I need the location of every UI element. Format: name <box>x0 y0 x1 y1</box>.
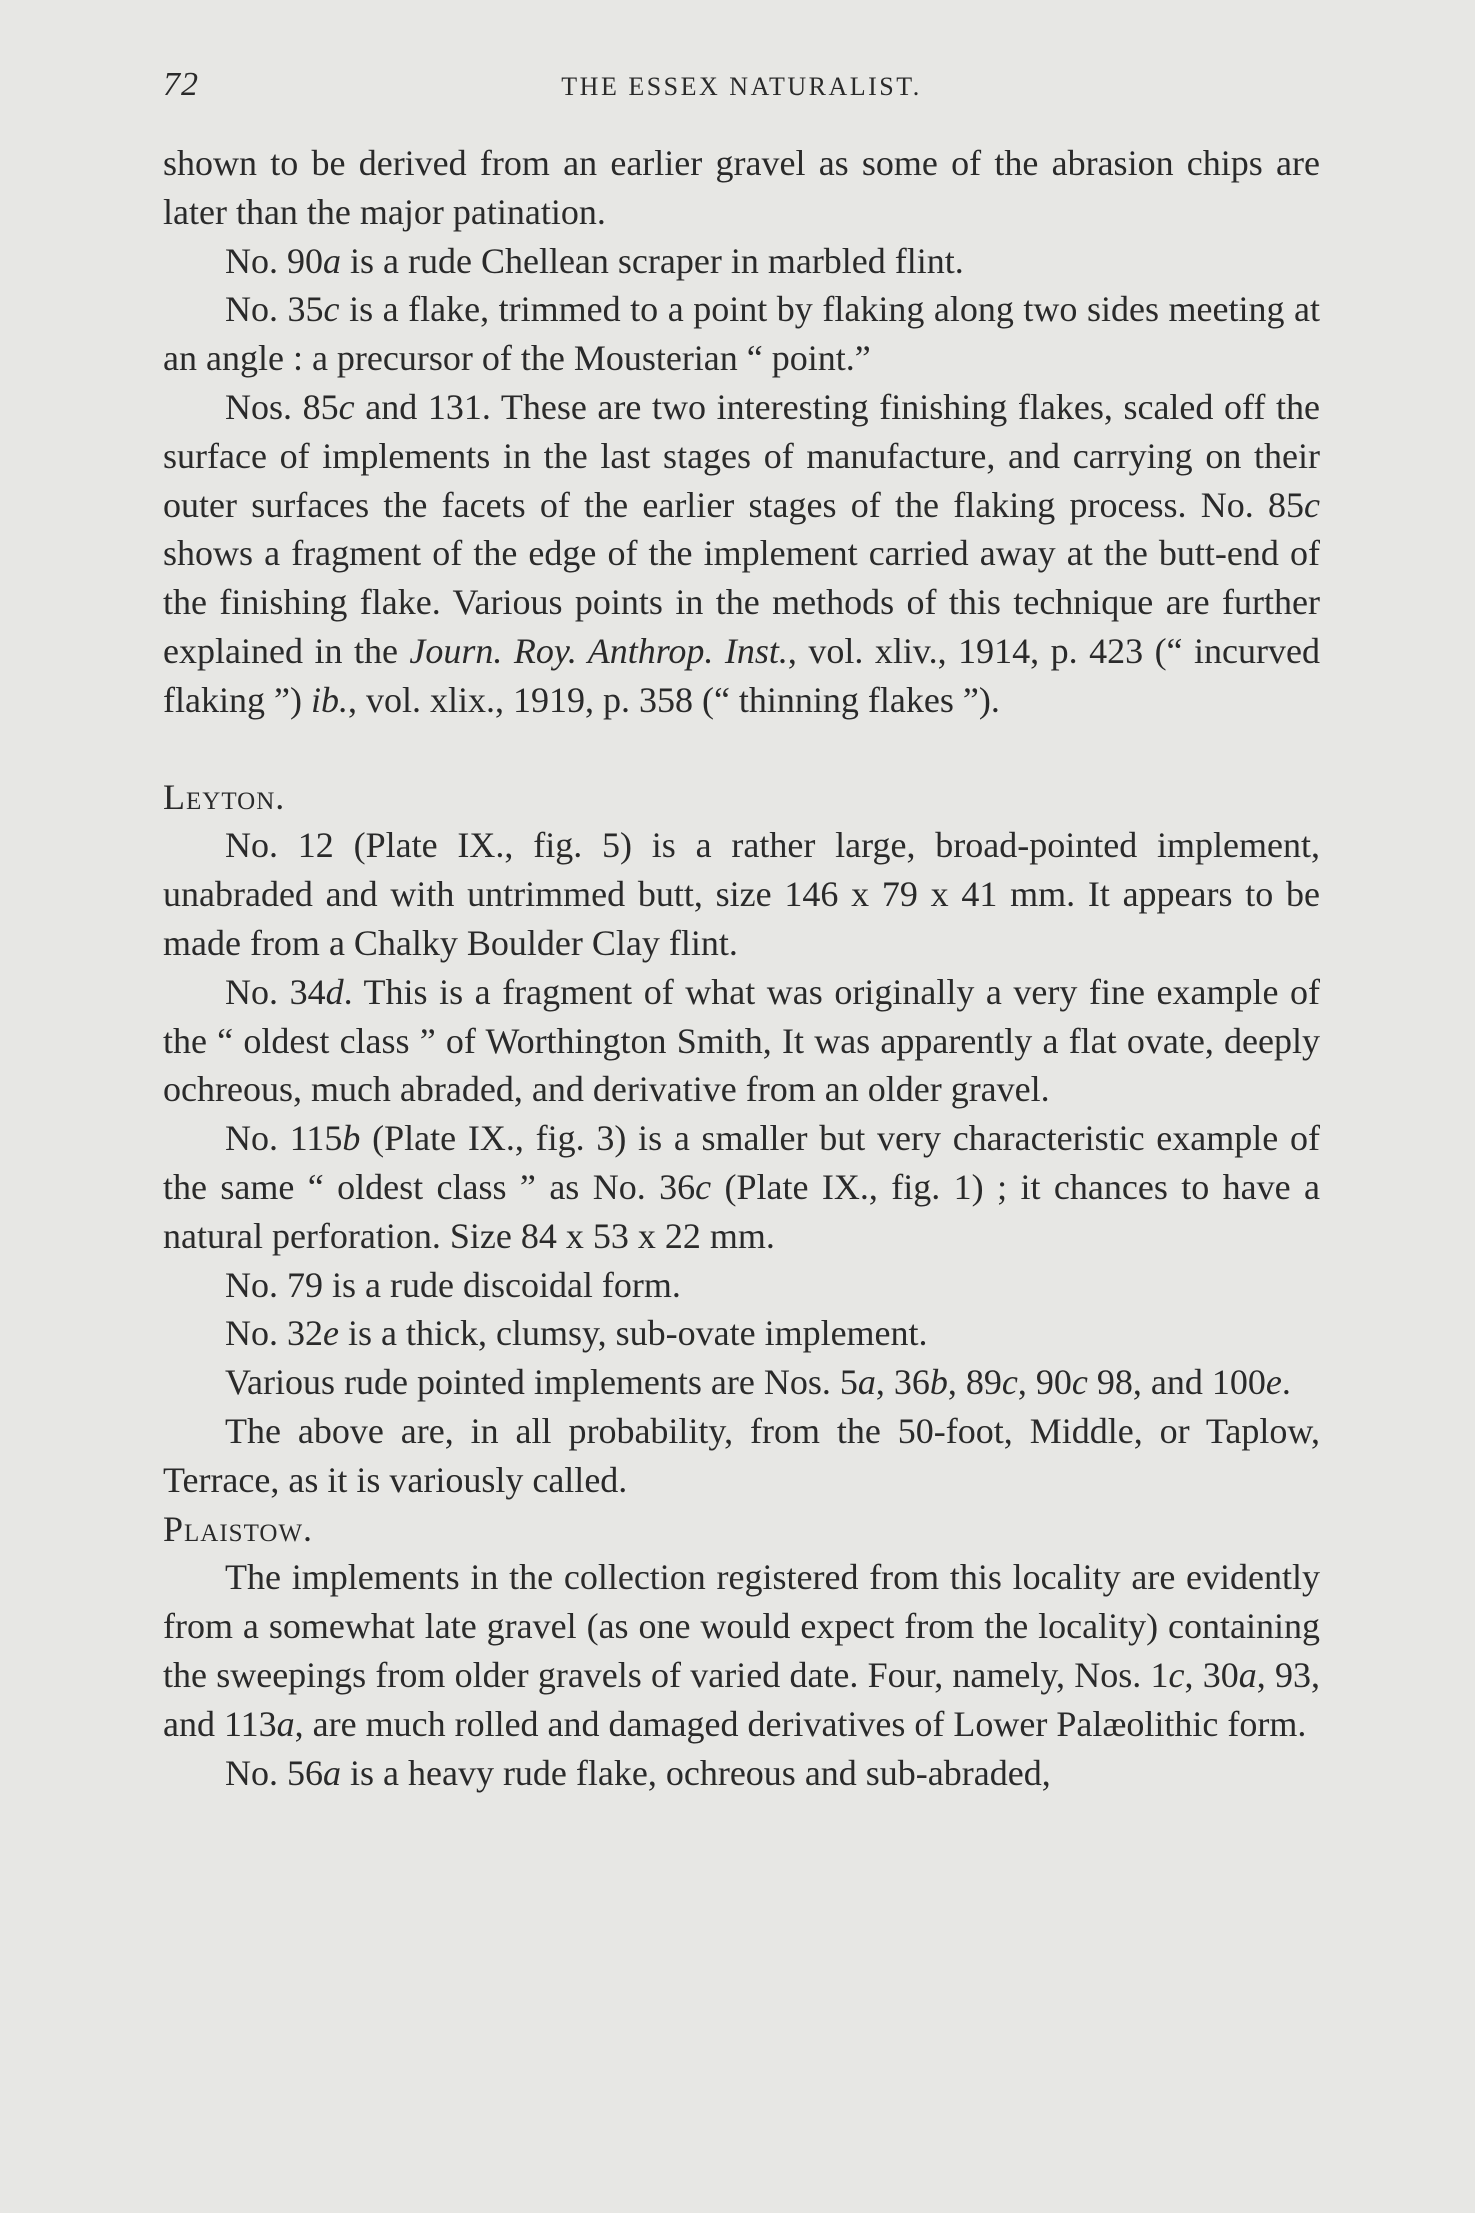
paragraph <box>163 968 1320 1114</box>
text-run: , 89 <box>947 1362 1002 1403</box>
text-run: is a thick, clumsy, sub-ovate implement. <box>338 1313 928 1354</box>
italic-run: c <box>323 289 340 330</box>
text-run: Leyton. <box>163 776 286 817</box>
journal-title: THE ESSEX NATURALIST. <box>561 72 922 101</box>
italic-run: c <box>1001 1362 1018 1403</box>
text-run: (Plate IX., fig. 3) is a smaller but very characteristic example of the same “ oldest class ” as No. 36 <box>163 1118 1320 1207</box>
italic-run: c <box>1304 484 1320 525</box>
text-run: 98, and 100 <box>1087 1362 1266 1403</box>
italic-run: d <box>325 971 344 1012</box>
text-run: , vol. xliv., 1914, p. 423 (“ incurved flaking ”) <box>163 630 1320 720</box>
text-run: , are much rolled and damaged derivatives of Lower Palæolithic form. <box>294 1703 1307 1744</box>
italic-run: b <box>342 1118 361 1159</box>
section-heading <box>163 1505 1320 1554</box>
text-run: is a heavy rude flake, ochreous and sub-abraded, <box>341 1752 1051 1793</box>
text-run: , 36 <box>875 1362 930 1403</box>
text-run: is a flake, trimmed to a point by flaking along two sides meeting at an angle : a precursor of the Mousterian “ point.” <box>163 289 1320 379</box>
italic-run: a <box>323 240 341 281</box>
paragraph <box>163 1261 1320 1310</box>
running-head <box>163 66 1320 116</box>
text-run: (Plate IX., fig. 1) ; it chances to have a natural perforation. Size 84 x 53 x 22 mm. <box>163 1166 1320 1256</box>
paragraph <box>163 821 1320 967</box>
text-run: Various rude pointed implements are Nos. 5 <box>225 1362 858 1403</box>
text-run: , 30 <box>1184 1654 1239 1695</box>
text-run: is a rude Chellean scraper in marbled flint. <box>341 240 964 281</box>
italic-run: ib. <box>310 679 348 720</box>
italic-run: c <box>1071 1362 1088 1403</box>
page-number: 72 <box>163 66 199 103</box>
text-run: . <box>1281 1362 1291 1403</box>
paragraph <box>163 1309 1320 1358</box>
text-run: Nos. 85 <box>225 386 339 427</box>
text-run: , 93, and 113 <box>163 1654 1320 1744</box>
italic-run: a <box>323 1752 341 1793</box>
paragraph <box>163 1407 1320 1505</box>
text-run: No. 35 <box>225 289 324 330</box>
text-run: No. 32 <box>225 1313 323 1354</box>
paragraph <box>163 237 1320 286</box>
paragraph <box>163 1749 1320 1798</box>
italic-run: a <box>857 1362 876 1403</box>
text-run: No. 12 (Plate IX., fig. 5) is a rather large, broad-pointed implement, unabraded and with untrimmed butt, size 146 x 79 x 41 mm. It appears to be made from a Chalky Boulder Clay flint. <box>163 825 1320 963</box>
text-run: , 90 <box>1017 1362 1072 1403</box>
italic-run: a <box>1238 1654 1257 1695</box>
italic-run: e <box>1265 1362 1282 1403</box>
body-text <box>163 139 1320 1797</box>
text-run: No. 115 <box>225 1118 343 1159</box>
italic-run: c <box>338 386 355 427</box>
italic-run: c <box>695 1166 712 1207</box>
paragraph <box>163 1358 1320 1407</box>
paragraph <box>163 1114 1320 1260</box>
text-run: No. 79 is a rude discoidal form. <box>225 1264 681 1305</box>
text-run: and 131. These are two interesting finishing flakes, scaled off the surface of implements in the last stages of manufacture, and carrying on their outer surfaces the facets of the earlier stages of the flaking process. No. 85 <box>163 386 1320 525</box>
text-run: No. 90 <box>225 240 323 281</box>
text-run: No. 34 <box>225 971 326 1012</box>
text-run: The above are, in all probability, from the 50-foot, Middle, or Taplow, Terrace, as it is variously called. <box>163 1410 1320 1500</box>
text-run: shown to be derived from an earlier gravel as some of the abrasion chips are later than the major patination. <box>163 143 1320 232</box>
text-run: The implements in the collection registered from this locality are evidently from a somewhat late gravel (as one would expect from the locality) containing the sweepings from older gravels of varied date. Four, namely, Nos. 1 <box>163 1557 1320 1695</box>
text-run: . This is a fragment of what was originally a very fine example of the “ oldest class ” of Worthington Smith, It was apparently a flat ovate, deeply ochreous, much abraded, and derivative from an older gravel. <box>163 971 1320 1110</box>
text-run: , vol. xlix., 1919, p. 358 (“ thinning flakes ”). <box>347 679 1000 720</box>
text-run: shows a fragment of the edge of the implement carried away at the butt-end of the finishing flake. Various points in the methods of this technique are further explained in the <box>163 533 1320 671</box>
section-heading <box>163 773 1320 822</box>
italic-run: b <box>929 1362 948 1403</box>
italic-run: e <box>323 1313 339 1354</box>
italic-run: c <box>1168 1654 1185 1695</box>
text-run: Plaistow. <box>163 1508 314 1549</box>
text-run: No. 56 <box>225 1752 323 1793</box>
paragraph <box>163 1553 1320 1748</box>
italic-run: Journ. Roy. Anthrop. Inst. <box>409 630 788 671</box>
paragraph <box>163 139 1320 237</box>
paragraph <box>163 383 1320 725</box>
paragraph <box>163 285 1320 383</box>
italic-run: a <box>276 1703 295 1744</box>
